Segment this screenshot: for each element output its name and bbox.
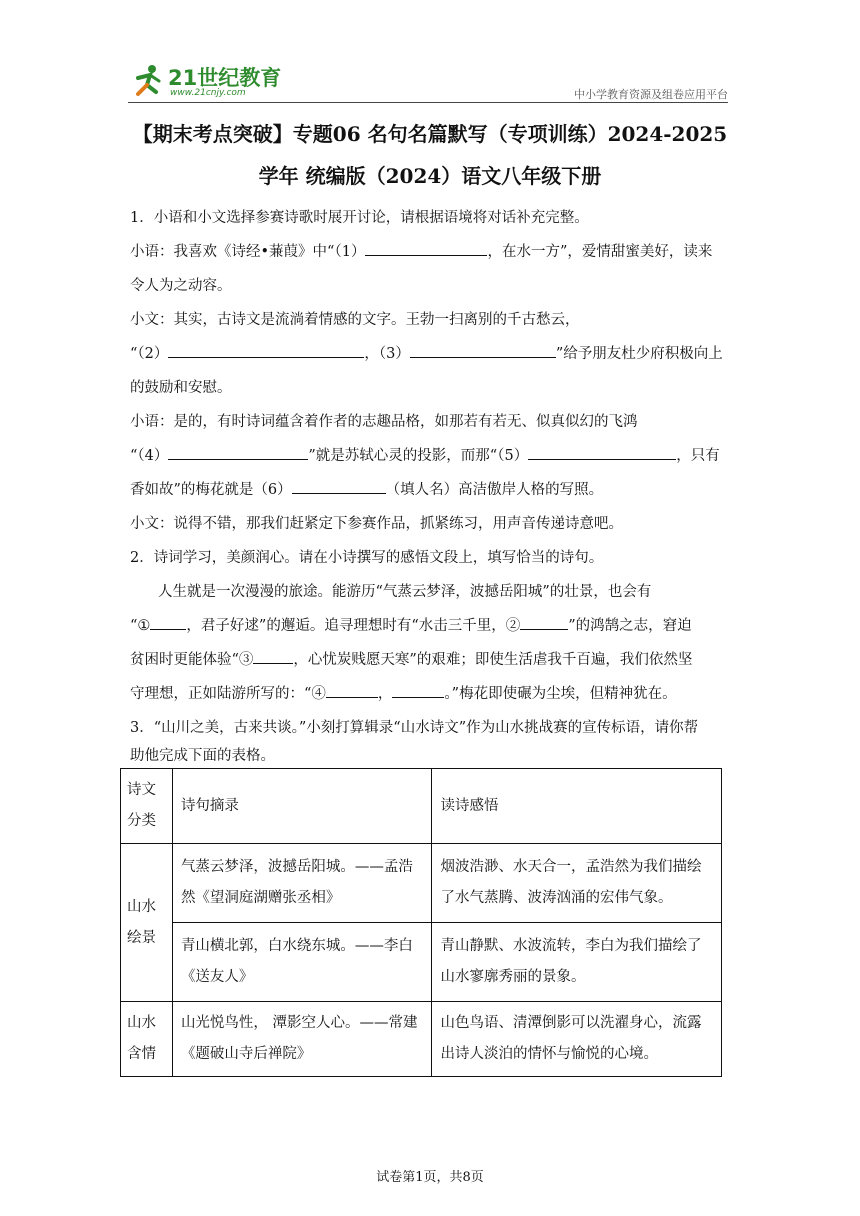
q1-blank-2[interactable] xyxy=(168,343,364,358)
page-header xyxy=(128,60,728,106)
q2-blank-3[interactable] xyxy=(253,649,293,664)
platform-name: 中小学教育资源及组卷应用平台 xyxy=(574,88,728,101)
document-title-line1: 【期末考点突破】专题06 名句名篇默写（专项训练）2024-2025 xyxy=(132,122,728,146)
q1-line7-text-a: “（4） xyxy=(130,448,169,464)
q1-line8-text-a: 香如故”的梅花就是（6） xyxy=(130,482,292,498)
site-logo xyxy=(128,60,288,104)
runner-logo-icon xyxy=(130,64,164,98)
document-title-line2: 学年 统编版（2024）语文八年级下册 xyxy=(258,164,602,188)
logo-url: www.21cnjy.com xyxy=(170,88,246,98)
q1-line4-text-c: ”给予朋友杜少府积极向上 xyxy=(555,346,723,362)
q1-line1 xyxy=(130,240,712,261)
table-cell-quote: 气蒸云梦泽，波撼岳阳城。——孟浩然《望洞庭湖赠张丞相》 xyxy=(172,844,432,923)
q1-line7 xyxy=(130,444,720,465)
q1-line7-text-b: ”就是苏轼心灵的投影，而那“（5） xyxy=(308,448,529,464)
q1-blank-5[interactable] xyxy=(528,445,676,460)
table-header-insight: 读诗感悟 xyxy=(432,769,722,844)
q1-blank-3[interactable] xyxy=(410,343,556,358)
q2-line3-text-a: 贫困时更能体验“③ xyxy=(130,652,254,668)
table-category-emotion: 山水含情 xyxy=(121,1002,173,1077)
q3-intro-line1: 3．“山川之美，古来共谈。”小刻打算辑录“山水诗文”作为山水挑战赛的宣传标语，请你帮 xyxy=(130,720,699,736)
table-row xyxy=(121,844,722,923)
q1-line7-text-c: ，只有 xyxy=(676,448,720,464)
table-cell-insight: 青山静默、水波流转，李白为我们描绘了山水寥廓秀丽的景象。 xyxy=(432,923,722,1002)
q1-line4-text-b: ，（3） xyxy=(364,346,410,362)
q1-line8 xyxy=(130,478,603,499)
page-footer: 试卷第1页，共8页 xyxy=(376,1170,484,1185)
q1-line9: 小文：说得不错，那我们赶紧定下参赛作品，抓紧练习，用声音传递诗意吧。 xyxy=(130,516,623,532)
q1-blank-4[interactable] xyxy=(168,445,308,460)
poem-table xyxy=(120,768,722,1077)
q2-line3-text-b: ，心忧炭贱愿天寒”的艰难；即使生活虐我千百遍，我们依然坚 xyxy=(293,652,693,668)
q1-line1-text-b: ，在水一方”，爱情甜蜜美好，读来 xyxy=(487,244,713,260)
q2-line2-text-b: ，君子好逑”的邂逅。追寻理想时有“水击三千里，② xyxy=(186,618,521,634)
q2-blank-4a[interactable] xyxy=(326,683,378,698)
q1-line2: 令人为之动容。 xyxy=(130,278,232,294)
q2-line4-text-a: 守理想，正如陆游所写的：“④ xyxy=(130,686,326,702)
q2-para-line2 xyxy=(130,614,692,635)
q2-blank-2[interactable] xyxy=(520,615,568,630)
q2-line4-text-c: 。”梅花即使碾为尘埃，但精神犹在。 xyxy=(444,686,677,702)
table-cell-quote: 青山横北郭，白水绕东城。——李白《送友人》 xyxy=(172,923,432,1002)
q1-line1-text-a: 小语：我喜欢《诗经•蒹葭》中“（1） xyxy=(130,244,366,260)
q2-para-line4 xyxy=(130,682,677,703)
table-cell-quote: 山光悦鸟性， 潭影空人心。——常建《题破山寺后禅院》 xyxy=(172,1002,432,1077)
q1-line8-text-b: （填人名）高洁傲岸人格的写照。 xyxy=(385,482,604,498)
table-header-row xyxy=(121,769,722,844)
table-header-category: 诗文分类 xyxy=(121,769,173,844)
q2-blank-1[interactable] xyxy=(150,615,186,630)
table-header-quote: 诗句摘录 xyxy=(172,769,432,844)
q2-line2-text-c: ”的鸿鹄之志，窘迫 xyxy=(568,618,692,634)
q2-line4-text-b: ， xyxy=(377,686,393,702)
table-cell-insight: 烟波浩渺、水天合一，孟浩然为我们描绘了水气蒸腾、波涛汹涌的宏伟气象。 xyxy=(432,844,722,923)
q2-para-line3 xyxy=(130,648,692,669)
q2-intro: 2．诗词学习，美颜润心。请在小诗撰写的感悟文段上，填写恰当的诗句。 xyxy=(130,550,604,566)
q1-blank-1[interactable] xyxy=(365,241,487,256)
logo-text: 21世纪教育 xyxy=(168,66,282,90)
q1-line6: 小语：是的，有时诗词蕴含着作者的志趣品格，如那若有若无、似真似幻的飞鸿 xyxy=(130,414,638,430)
table-row xyxy=(121,1002,722,1077)
q2-blank-4b[interactable] xyxy=(392,683,444,698)
table-category-landscape: 山水绘景 xyxy=(121,844,173,1002)
q1-line4 xyxy=(130,342,723,363)
header-divider xyxy=(128,102,728,103)
table-cell-insight: 山色鸟语、清潭倒影可以洗濯身心，流露出诗人淡泊的情怀与愉悦的心境。 xyxy=(432,1002,722,1077)
table-row xyxy=(121,923,722,1002)
q3-intro-line2: 助他完成下面的表格。 xyxy=(130,748,275,764)
q1-line4-text-a: “（2） xyxy=(130,346,169,362)
q1-line5: 的鼓励和安慰。 xyxy=(130,380,232,396)
q1-line3: 小文：其实，古诗文是流淌着情感的文字。王勃一扫离别的千古愁云， xyxy=(130,312,580,328)
q1-blank-6[interactable] xyxy=(292,479,386,494)
q2-para-line1: 人生就是一次漫漫的旅途。能游历“气蒸云梦泽，波撼岳阳城”的壮景，也会有 xyxy=(158,584,652,600)
q1-intro: 1．小语和小文选择参赛诗歌时展开讨论，请根据语境将对话补充完整。 xyxy=(130,210,589,226)
q2-line2-text-a: “① xyxy=(130,618,151,634)
